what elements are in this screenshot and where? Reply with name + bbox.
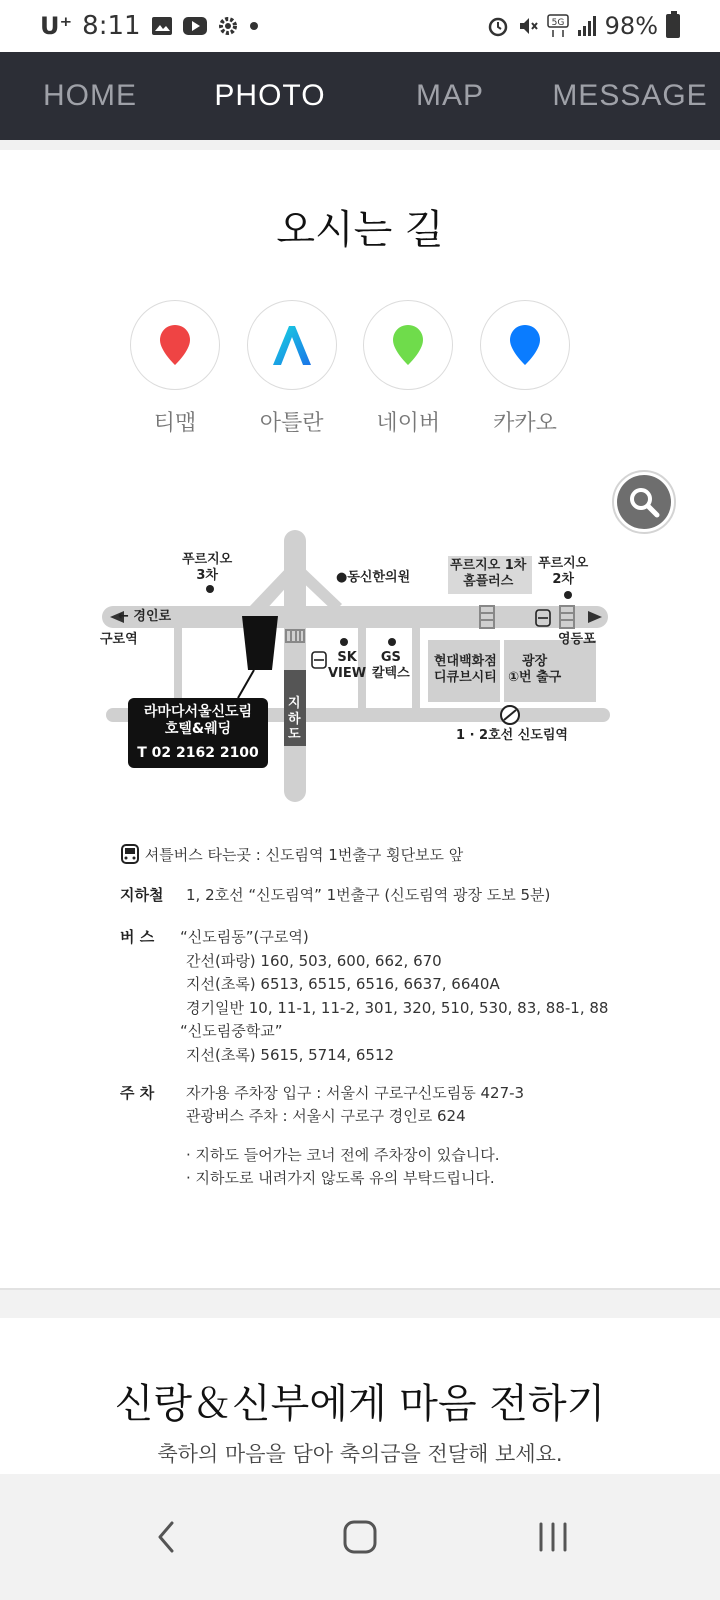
status-time: 8:11 bbox=[82, 11, 141, 41]
battery-icon bbox=[666, 14, 680, 38]
map-label-prugio3: 푸르지오 3차 bbox=[182, 552, 233, 583]
kakao-pin-icon bbox=[508, 323, 542, 367]
tmap-label: 티맵 bbox=[153, 411, 197, 436]
home-icon bbox=[342, 1519, 378, 1555]
top-nav bbox=[0, 52, 720, 140]
parking-notes bbox=[186, 1144, 499, 1190]
tab-photo[interactable]: PHOTO bbox=[214, 79, 326, 112]
map-label-prugio1: 푸르지오 1차 홈플러스 bbox=[450, 558, 527, 589]
map-label-gs: GS 칼텍스 bbox=[372, 650, 410, 681]
zoom-button-inner bbox=[617, 475, 671, 529]
search-icon bbox=[627, 485, 661, 519]
bus-stop-2: “신도림중학교” bbox=[180, 1022, 283, 1040]
youtube-icon bbox=[183, 17, 207, 35]
nav-divider bbox=[0, 140, 720, 150]
bus-key: 버 스 bbox=[120, 928, 155, 946]
naver-pin-icon bbox=[391, 323, 425, 367]
gift-title: 신랑＆신부에게 마음 전하기 bbox=[114, 1381, 606, 1427]
map-label-sk: SK VIEW bbox=[328, 650, 367, 681]
parking-note: · 지하도 들어가는 코너 전에 주차장이 있습니다. bbox=[186, 1146, 500, 1164]
kakao-button[interactable] bbox=[480, 300, 570, 390]
settings-icon bbox=[217, 15, 239, 37]
subway-value: 1, 2호선 “신도림역” 1번출구 (신도림역 광장 도보 5분) bbox=[186, 886, 551, 904]
dot-icon bbox=[249, 21, 259, 31]
battery-percent: 98% bbox=[604, 12, 658, 40]
map-label-gyeongin: ← 경인로 bbox=[118, 609, 172, 624]
system-nav-bar bbox=[0, 1474, 720, 1600]
map-app-atlan[interactable] bbox=[247, 300, 337, 437]
map-app-naver[interactable] bbox=[363, 300, 453, 437]
directions-title: 오시는 길 bbox=[276, 207, 444, 253]
map-label-guro: 구로역 bbox=[100, 632, 138, 647]
map-label-plaza: 광장 ①번 출구 bbox=[508, 654, 562, 685]
tab-message[interactable]: MESSAGE bbox=[552, 79, 708, 112]
tab-home[interactable]: HOME bbox=[43, 79, 137, 112]
parking-row bbox=[120, 1082, 640, 1132]
subway-key: 지하철 bbox=[120, 886, 164, 904]
bus-line: 지선(초록) 6513, 6515, 6516, 6637, 6640A bbox=[186, 975, 500, 993]
kakao-label: 카카오 bbox=[493, 411, 557, 436]
back-button[interactable] bbox=[137, 1507, 197, 1567]
map-label-underpass: 지 하 도 bbox=[288, 696, 301, 743]
bus-row bbox=[120, 926, 640, 1066]
carrier-label: U⁺ bbox=[40, 12, 73, 40]
recents-icon bbox=[536, 1520, 570, 1554]
mute-icon bbox=[517, 15, 539, 37]
map-app-list bbox=[130, 300, 570, 437]
map-app-tmap[interactable] bbox=[130, 300, 220, 437]
bus-line: 간선(파랑) 160, 503, 600, 662, 670 bbox=[186, 951, 442, 970]
map-label-yeongdeungpo: 영등포 bbox=[558, 632, 596, 647]
naver-label: 네이버 bbox=[376, 411, 441, 436]
atlan-logo-icon bbox=[269, 323, 315, 367]
subway-row bbox=[120, 884, 640, 906]
parking-note: · 지하도로 내려가지 않도록 유의 부탁드립니다. bbox=[186, 1169, 495, 1187]
bus-stop-1: “신도림동”(구로역) bbox=[180, 928, 309, 946]
map-label-hotel-tel: T 02 2162 2100 bbox=[137, 745, 259, 761]
map-label-hotel: 라마다서울신도림 호텔&웨딩 bbox=[143, 704, 253, 737]
svg-text:5G: 5G bbox=[551, 18, 565, 28]
map-label-prugio2: 푸르지오 2차 bbox=[538, 556, 589, 587]
parking-line: 자가용 주차장 입구 : 서울시 구로구신도림동 427-3 bbox=[186, 1084, 525, 1102]
tab-map[interactable]: MAP bbox=[415, 79, 484, 112]
tmap-pin-icon bbox=[158, 323, 192, 367]
parking-key: 주 차 bbox=[120, 1084, 155, 1102]
5g-icon bbox=[547, 14, 569, 38]
atlan-label: 아틀란 bbox=[259, 411, 324, 436]
map-label-hyundai: 현대백화점 디큐브시티 bbox=[434, 654, 497, 685]
gift-subtitle: 축하의 마음을 담아 축의금을 전달해 보세요. bbox=[157, 1442, 563, 1466]
parking-line: 관광버스 주차 : 서울시 구로구 경인로 624 bbox=[186, 1107, 466, 1125]
alarm-icon bbox=[487, 15, 509, 37]
image-icon bbox=[151, 16, 173, 36]
atlan-button[interactable] bbox=[247, 300, 337, 390]
recents-button[interactable] bbox=[523, 1507, 583, 1567]
bus-line: 지선(초록) 5615, 5714, 6512 bbox=[186, 1045, 395, 1064]
shuttle-text: 셔틀버스 타는곳 : 신도림역 1번출구 횡단보도 앞 bbox=[144, 846, 464, 864]
status-bar bbox=[0, 0, 720, 52]
map-app-kakao[interactable] bbox=[480, 300, 570, 437]
section-divider bbox=[0, 1288, 720, 1318]
map-label-station: 1 · 2호선 신도림역 bbox=[456, 728, 568, 743]
back-icon bbox=[152, 1519, 182, 1555]
bus-line: 경기일반 10, 11-1, 11-2, 301, 320, 510, 530, 83, 88-1, 88 bbox=[186, 998, 609, 1017]
naver-button[interactable] bbox=[363, 300, 453, 390]
shuttle-row bbox=[120, 844, 463, 865]
map-zoom-button[interactable] bbox=[612, 470, 676, 534]
tmap-button[interactable] bbox=[130, 300, 220, 390]
signal-icon bbox=[577, 15, 597, 37]
rough-map[interactable] bbox=[90, 520, 620, 810]
map-label-dongsin: ●동신한의원 bbox=[336, 570, 411, 585]
bus-icon bbox=[120, 844, 140, 864]
home-button[interactable] bbox=[330, 1507, 390, 1567]
